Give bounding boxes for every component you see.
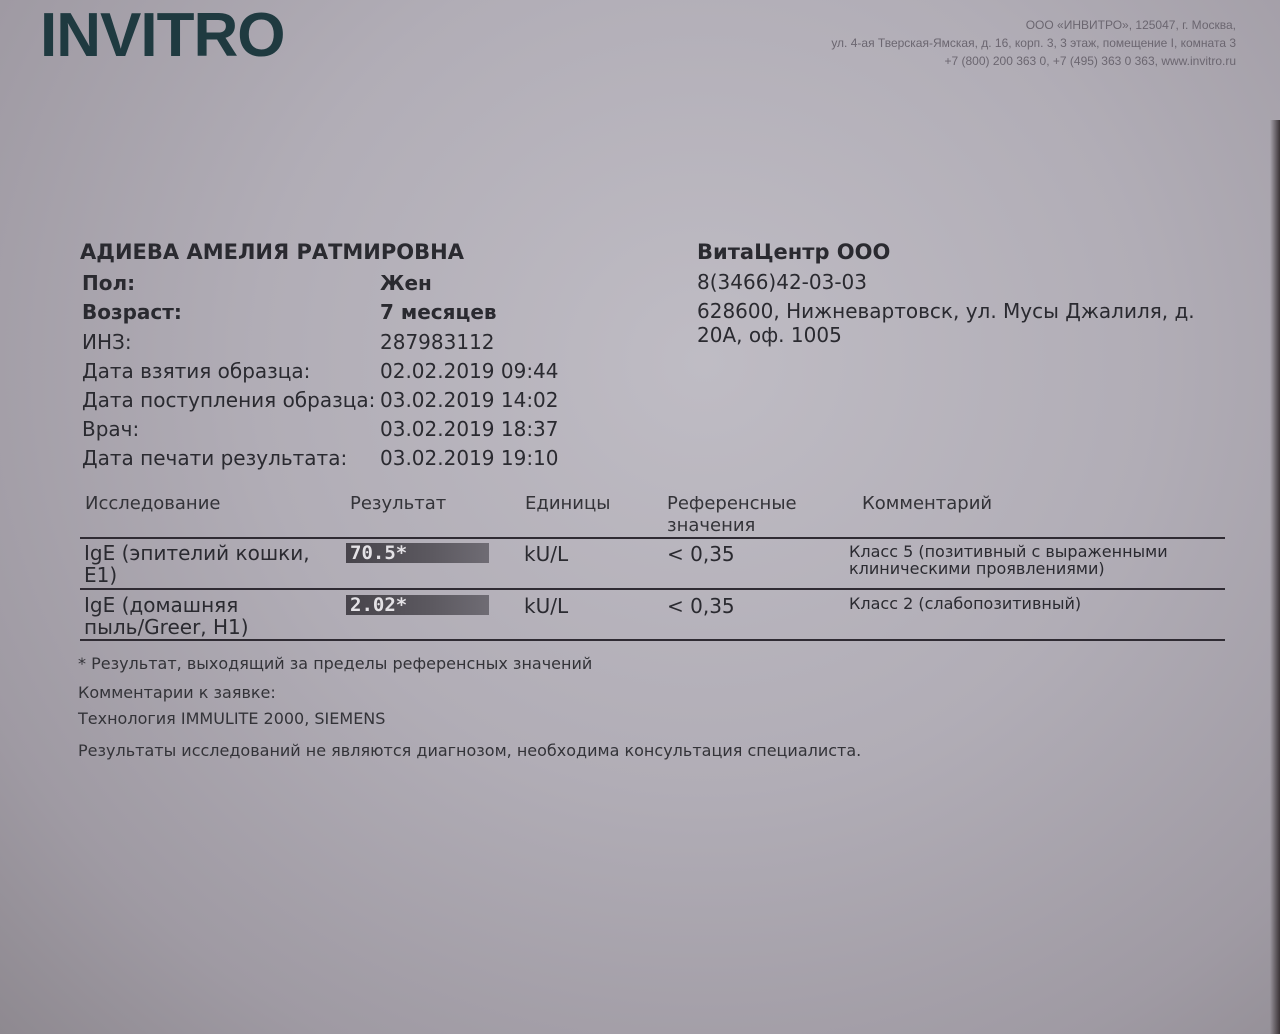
header-units: Единицы (525, 493, 611, 514)
lab-phone: 8(3466)42-03-03 (697, 270, 868, 294)
print-date-value: 03.02.2019 19:10 (380, 446, 559, 470)
paper-edge-shadow (1270, 120, 1280, 1034)
test-name: IgE (эпителий кошки, E1) (84, 541, 310, 587)
technology-line: Технология IMMULITE 2000, SIEMENS (78, 709, 386, 728)
doctor-value: 03.02.2019 18:37 (380, 417, 559, 441)
test-name: IgE (домашняя пыль/Greer, H1) (84, 593, 249, 639)
print-date-label: Дата печати результата: (82, 446, 348, 470)
units-value: kU/L (524, 542, 569, 566)
sample-received-label: Дата поступления образца: (82, 388, 376, 412)
reference-value: < 0,35 (667, 594, 735, 618)
disclaimer: Результаты исследований не являются диагнозом, необходима консультация специалиста. (78, 741, 862, 760)
units-value: kU/L (524, 594, 569, 618)
age-value: 7 месяцев (380, 300, 497, 324)
table-bottom-divider (80, 639, 1225, 641)
sample-taken-value: 02.02.2019 09:44 (380, 359, 559, 383)
sex-label: Пол: (82, 271, 136, 295)
inz-label: ИНЗ: (82, 330, 132, 354)
result-value-highlighted: 70.5* (346, 543, 489, 563)
header-comment: Комментарий (862, 493, 993, 514)
header-test: Исследование (85, 493, 221, 514)
header-reference: Референсные значения (667, 493, 797, 536)
table-header-divider (80, 537, 1225, 539)
sample-received-value: 03.02.2019 14:02 (380, 388, 559, 412)
reference-value: < 0,35 (667, 542, 735, 566)
header-result: Результат (350, 493, 447, 514)
sex-value: Жен (380, 271, 432, 295)
comment-value: Класс 2 (слабопозитивный) (849, 594, 1082, 613)
order-comments-label: Комментарии к заявке: (78, 683, 276, 702)
invitro-logo: INVITRO (40, 1, 285, 70)
out-of-range-note: * Результат, выходящий за пределы референсных значений (78, 654, 593, 673)
company-name-line: ООО «ИНВИТРО», 125047, г. Москва, (1025, 18, 1236, 32)
company-address-line: ул. 4-ая Тверская-Ямская, д. 16, корп. 3, 3 этаж, помещение I, комната 3 (831, 36, 1236, 50)
row-divider (80, 588, 1225, 590)
doctor-label: Врач: (82, 417, 140, 441)
sample-taken-label: Дата взятия образца: (82, 359, 311, 383)
lab-name: ВитаЦентр ООО (697, 240, 891, 264)
company-info (831, 16, 1236, 70)
comment-value: Класс 5 (позитивный с выраженными клиническими проявлениями) (849, 542, 1168, 578)
age-label: Возраст: (82, 300, 182, 324)
patient-name: АДИЕВА АМЕЛИЯ РАТМИРОВНА (80, 240, 464, 264)
lab-address: 628600, Нижневартовск, ул. Мусы Джалиля, д. 20А, оф. 1005 (697, 299, 1195, 347)
company-contacts-line: +7 (800) 200 363 0, +7 (495) 363 0 363, www.invitro.ru (944, 54, 1236, 68)
inz-value: 287983112 (380, 330, 495, 354)
result-value-highlighted: 2.02* (346, 595, 489, 615)
